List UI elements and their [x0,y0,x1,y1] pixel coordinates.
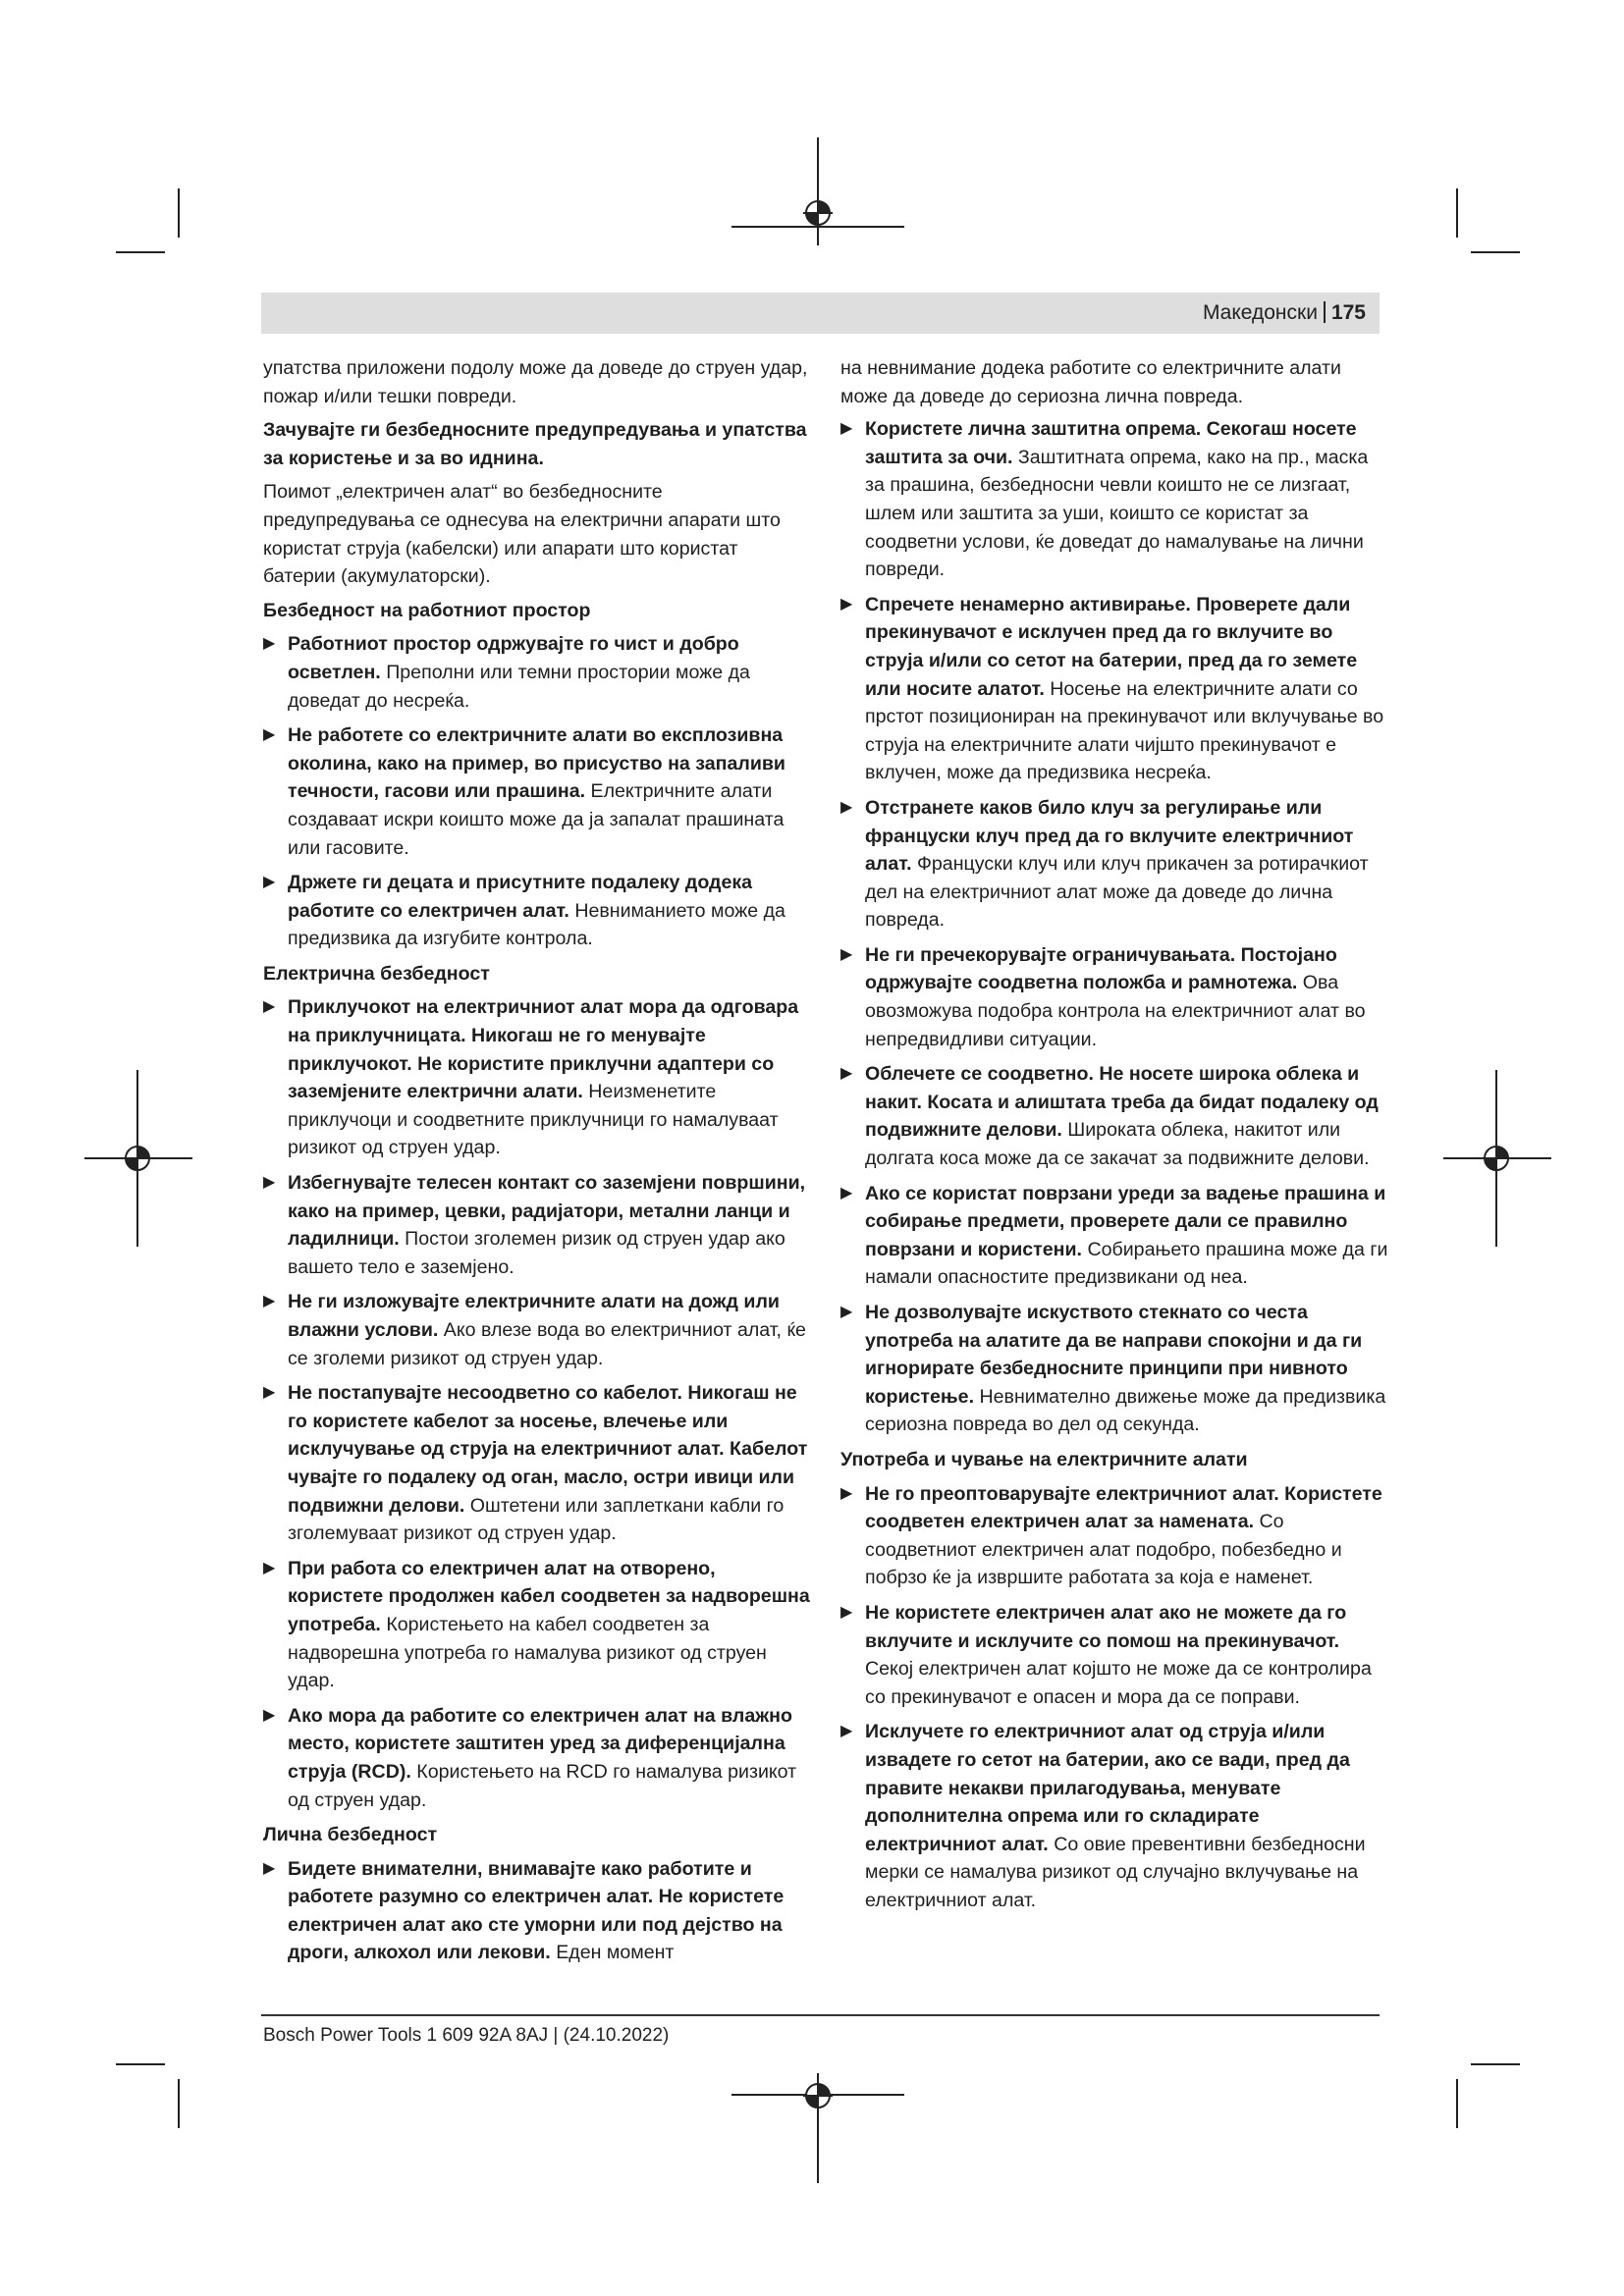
section-heading-electrical: Електрична безбедност [263,962,490,985]
personal-safety-list [840,415,1390,1439]
item-text: Француски клуч или клуч прикачен за ротирачкиот дел на електричниот алат може да доведе до лична повреда. [865,853,1369,932]
list-item [263,869,813,953]
list-item [263,1379,813,1548]
bullet-arrow-icon: ▶ [840,420,853,438]
item-text: Секој електричен алат којшто не може да се контролира со прекинувачот е опасен и мора да се поправи. [865,1658,1372,1708]
list-item [263,1169,813,1281]
definition-paragraph: Поимот „електричен алат“ во безбедносните предупредувања се однесува на електрични апарати што користат струја (кабелски) или апарати што користат батерии (акумулаторски). [263,481,781,588]
bullet-arrow-icon: ▶ [263,726,276,744]
list-item [840,794,1390,934]
item-bold-text: Бидете внимателни, внимавајте како работите и работете разумно со електричен алат. Не користете електричен алат ако сте уморни или под дејство на дроги, алкохол или лекови. [288,1857,785,1964]
registration-target-icon [803,198,833,228]
left-column [263,354,813,1974]
item-bold-text: При работа со електричен алат на отворено, користете продолжен кабел соодветен за надворешна употреба. [288,1557,810,1635]
item-bold-text: Не го преоптоварувајте електричниот алат. Користете соодветен електричен алат за намената. [865,1482,1382,1533]
list-item [840,1480,1390,1592]
right-column [840,354,1390,1921]
bullet-arrow-icon: ▶ [263,1384,276,1402]
crop-mark [1471,2063,1520,2065]
bullet-arrow-icon: ▶ [263,1174,276,1192]
list-item [840,1180,1390,1292]
item-text: Заштитната опрема, како на пр., маска за прашина, безбедносни чевли коишто не се лизгаат, шлем или заштита за уши, коишто се користат за соодветни услови, ќе доведат до намалување на лични повреди. [865,446,1369,581]
list-item [840,415,1390,584]
section-heading-work-area: Безбедност на работниот простор [263,599,591,621]
item-bold-text: Облечете се соодветно. Не носете широка облека и накит. Косата и алиштата треба да бидат подалеку од подвижните делови. [865,1063,1379,1142]
crop-mark [1471,251,1520,253]
item-bold-text: Не користете електричен алат ако не можете да го вклучите и исклучите со помош на прекинувачот. [865,1601,1347,1652]
item-bold-text: Отстранете каков било клуч за регулирање или француски клуч пред да го вклучите електричниот алат. [865,796,1354,876]
usage-list [840,1480,1390,1915]
page-footer: Bosch Power Tools 1 609 92A 8AJ | (24.10.2022) [263,2025,670,2046]
item-text: Ова овозможува подобра контрола на електричниот алат во непредвидливи ситуации. [865,972,1366,1050]
crop-mark [1456,188,1458,238]
item-bold-text: Не ги изложувајте електричните алати на дожд или влажни услови. [288,1291,780,1341]
work-area-list [263,630,813,953]
item-bold-text: Избегнувајте телесен контакт со заземјени површини, како на пример, цевки, радијатори, метални ланци и ладилници. [288,1172,806,1251]
registration-target-icon [123,1144,152,1173]
item-bold-text: Не работете со електричните алати во експлозивна околина, како на пример, во присуство на запаливи течности, гасови или прашина. [288,724,785,803]
bullet-arrow-icon: ▶ [840,1484,853,1502]
item-bold-text: Работниот простор одржувајте го чист и добро осветлен. [288,633,739,683]
bullet-arrow-icon: ▶ [840,945,853,963]
list-item [263,1555,813,1695]
item-bold-text: Исклучете го електричниот алат од струја и/или извадете го сетот на батерии, ако се вади, пред да правите некакви прилагодувања, менувате дополнителна опрема или го складирате електричниот алат. [865,1721,1350,1855]
item-bold-text: Спречете ненамерно активирање. Проверете дали прекинувачот е исклучен пред да го вклучите во струја и/или со сетот на батерии, пред да го земете или носите алатот. [865,593,1358,700]
item-bold-text: Држете ги децата и присутните подалеку додека работите со електричен алат. [288,872,753,922]
crop-mark [116,2063,165,2065]
list-item [263,1702,813,1814]
item-text: Широката облека, накитот или долгата коса може да се закачат за подвижните делови. [865,1119,1370,1170]
crop-mark [1456,2079,1458,2128]
bullet-arrow-icon: ▶ [840,595,853,613]
list-item [840,591,1390,787]
item-bold-text: Користете лична заштитна опрема. Секогаш носете заштита за очи. [865,418,1357,468]
crop-mark [178,2079,180,2128]
item-text: Со овие превентивни безбедносни мерки се намалува ризикот од случајно вклучување на електричниот алат. [865,1833,1366,1911]
personal-list [263,1855,813,1967]
registration-target-icon [803,2081,833,2110]
crop-mark [178,188,180,238]
item-text: Невнимателно движење може да предизвика сериозна повреда во дел од секунда. [865,1385,1386,1436]
list-item [840,1599,1390,1711]
item-text: Ако влезе вода во електричниот алат, ќе се зголеми ризикот од струен удар. [288,1319,806,1369]
registration-target-icon [1482,1144,1511,1173]
item-bold-text: Не ги пречекорувајте ограничувањата. Постојано одржувајте соодветна положба и рамнотежа. [865,943,1337,994]
item-text: Оштетени или заплеткани кабли го зголемуваат ризикот од струен удар. [288,1494,785,1545]
list-item [263,630,813,715]
continuation-paragraph: на невнимание додека работите со електричните алати може да доведе до сериозна лична повреда. [840,357,1341,407]
list-item [840,1718,1390,1914]
save-instructions-heading: Зачувајте ги безбедносните предупредувања и упатства за користење и за во иднина. [263,419,807,469]
list-item [263,993,813,1162]
header-running-title [1203,298,1366,328]
page-number: 175 [1330,301,1366,324]
item-text: Невниманието може да предизвика да изгубите контрола. [288,899,785,950]
bullet-arrow-icon: ▶ [263,1293,276,1310]
item-text: Користењето на кабел соодветен за надворешна употреба го намалува ризикот од струен удар. [288,1613,767,1692]
bullet-arrow-icon: ▶ [263,1706,276,1724]
list-item [840,1299,1390,1439]
bullet-arrow-icon: ▶ [840,1723,853,1740]
item-bold-text: Приклучокот на електричниот алат мора да одговара на приклучницата. Никогаш не го менувајте приклучокот. Не користите приклучни адаптери со заземјените електрични алати. [288,996,799,1103]
item-bold-text: Не дозволувајте искуството стекнато со честа употреба на алатите да ве направи спокојни и да ги игнорирате безбедносните принципи при нивното користење. [865,1302,1363,1408]
item-text: Преполни или темни простории може да доведат до несреќа. [288,661,750,712]
list-item [263,721,813,862]
item-text: Со соодветниот електричен алат подобро, побезбедно и побрзо ќе ја извршите работата за која е наменет. [865,1511,1342,1589]
bullet-arrow-icon: ▶ [263,1559,276,1576]
item-text: Постои зголемен ризик од струен удар ако вашето тело е заземјено. [288,1228,785,1278]
list-item [263,1288,813,1372]
footer-rule [261,2014,1380,2016]
list-item [263,1855,813,1967]
list-item [840,1060,1390,1172]
bullet-arrow-icon: ▶ [263,1859,276,1877]
bullet-arrow-icon: ▶ [263,874,276,891]
bullet-arrow-icon: ▶ [263,635,276,653]
bullet-arrow-icon: ▶ [840,1603,853,1621]
item-text: Собирањето прашина може да ги намали опасностите предизвикани од неа. [865,1238,1388,1289]
electrical-list [263,993,813,1814]
header-section: Македонски [1202,301,1318,324]
item-bold-text: Ако мора да работите со електричен алат на влажно место, користете заштитен уред за диференцијална струја (RCD). [288,1704,792,1783]
intro-paragraph: упатства приложени подолу може да доведе до струен удар, пожар и/или тешки повреди. [263,357,808,407]
bullet-arrow-icon: ▶ [840,1065,853,1083]
section-heading-usage: Употреба и чување на електричните алати [840,1448,1248,1470]
item-text: Носење на електричните алати со прстот позициониран на прекинувачот или вклучување во струја на електричните алати чијшто прекинувачот е вклучен, може да предизвика несреќа. [865,677,1384,784]
registration-line [817,137,819,245]
header-separator [1324,301,1326,323]
bullet-arrow-icon: ▶ [263,998,276,1016]
item-text: Еден момент [556,1942,675,1964]
item-bold-text: Ако се користат поврзани уреди за вадење прашина и собирање предмети, проверете дали се правилно поврзани и користени. [865,1182,1386,1260]
item-text: Неизменетите приклучоци и соодветните приклучници го намалуваат ризикот од струен удар. [288,1081,779,1159]
bullet-arrow-icon: ▶ [840,1304,853,1320]
bullet-arrow-icon: ▶ [840,1184,853,1201]
item-bold-text: Не постапувајте несоодветно со кабелот. Никогаш не го користете кабелот за носење, влечење или исклучување од струја на електричниот алат. Кабелот чувајте го подалеку од оган, масло, остри ивици или подвижни делови. [288,1382,808,1517]
list-item [840,941,1390,1053]
crop-mark [116,251,165,253]
item-text: Користењето на RCD го намалува ризикот од струен удар. [288,1760,797,1811]
page-header [261,293,1380,334]
bullet-arrow-icon: ▶ [840,798,853,816]
item-text: Електричните алати создаваат искри коишто може да ја запалат прашината или гасовите. [288,780,785,859]
section-heading-personal: Лична безбедност [263,1824,438,1846]
